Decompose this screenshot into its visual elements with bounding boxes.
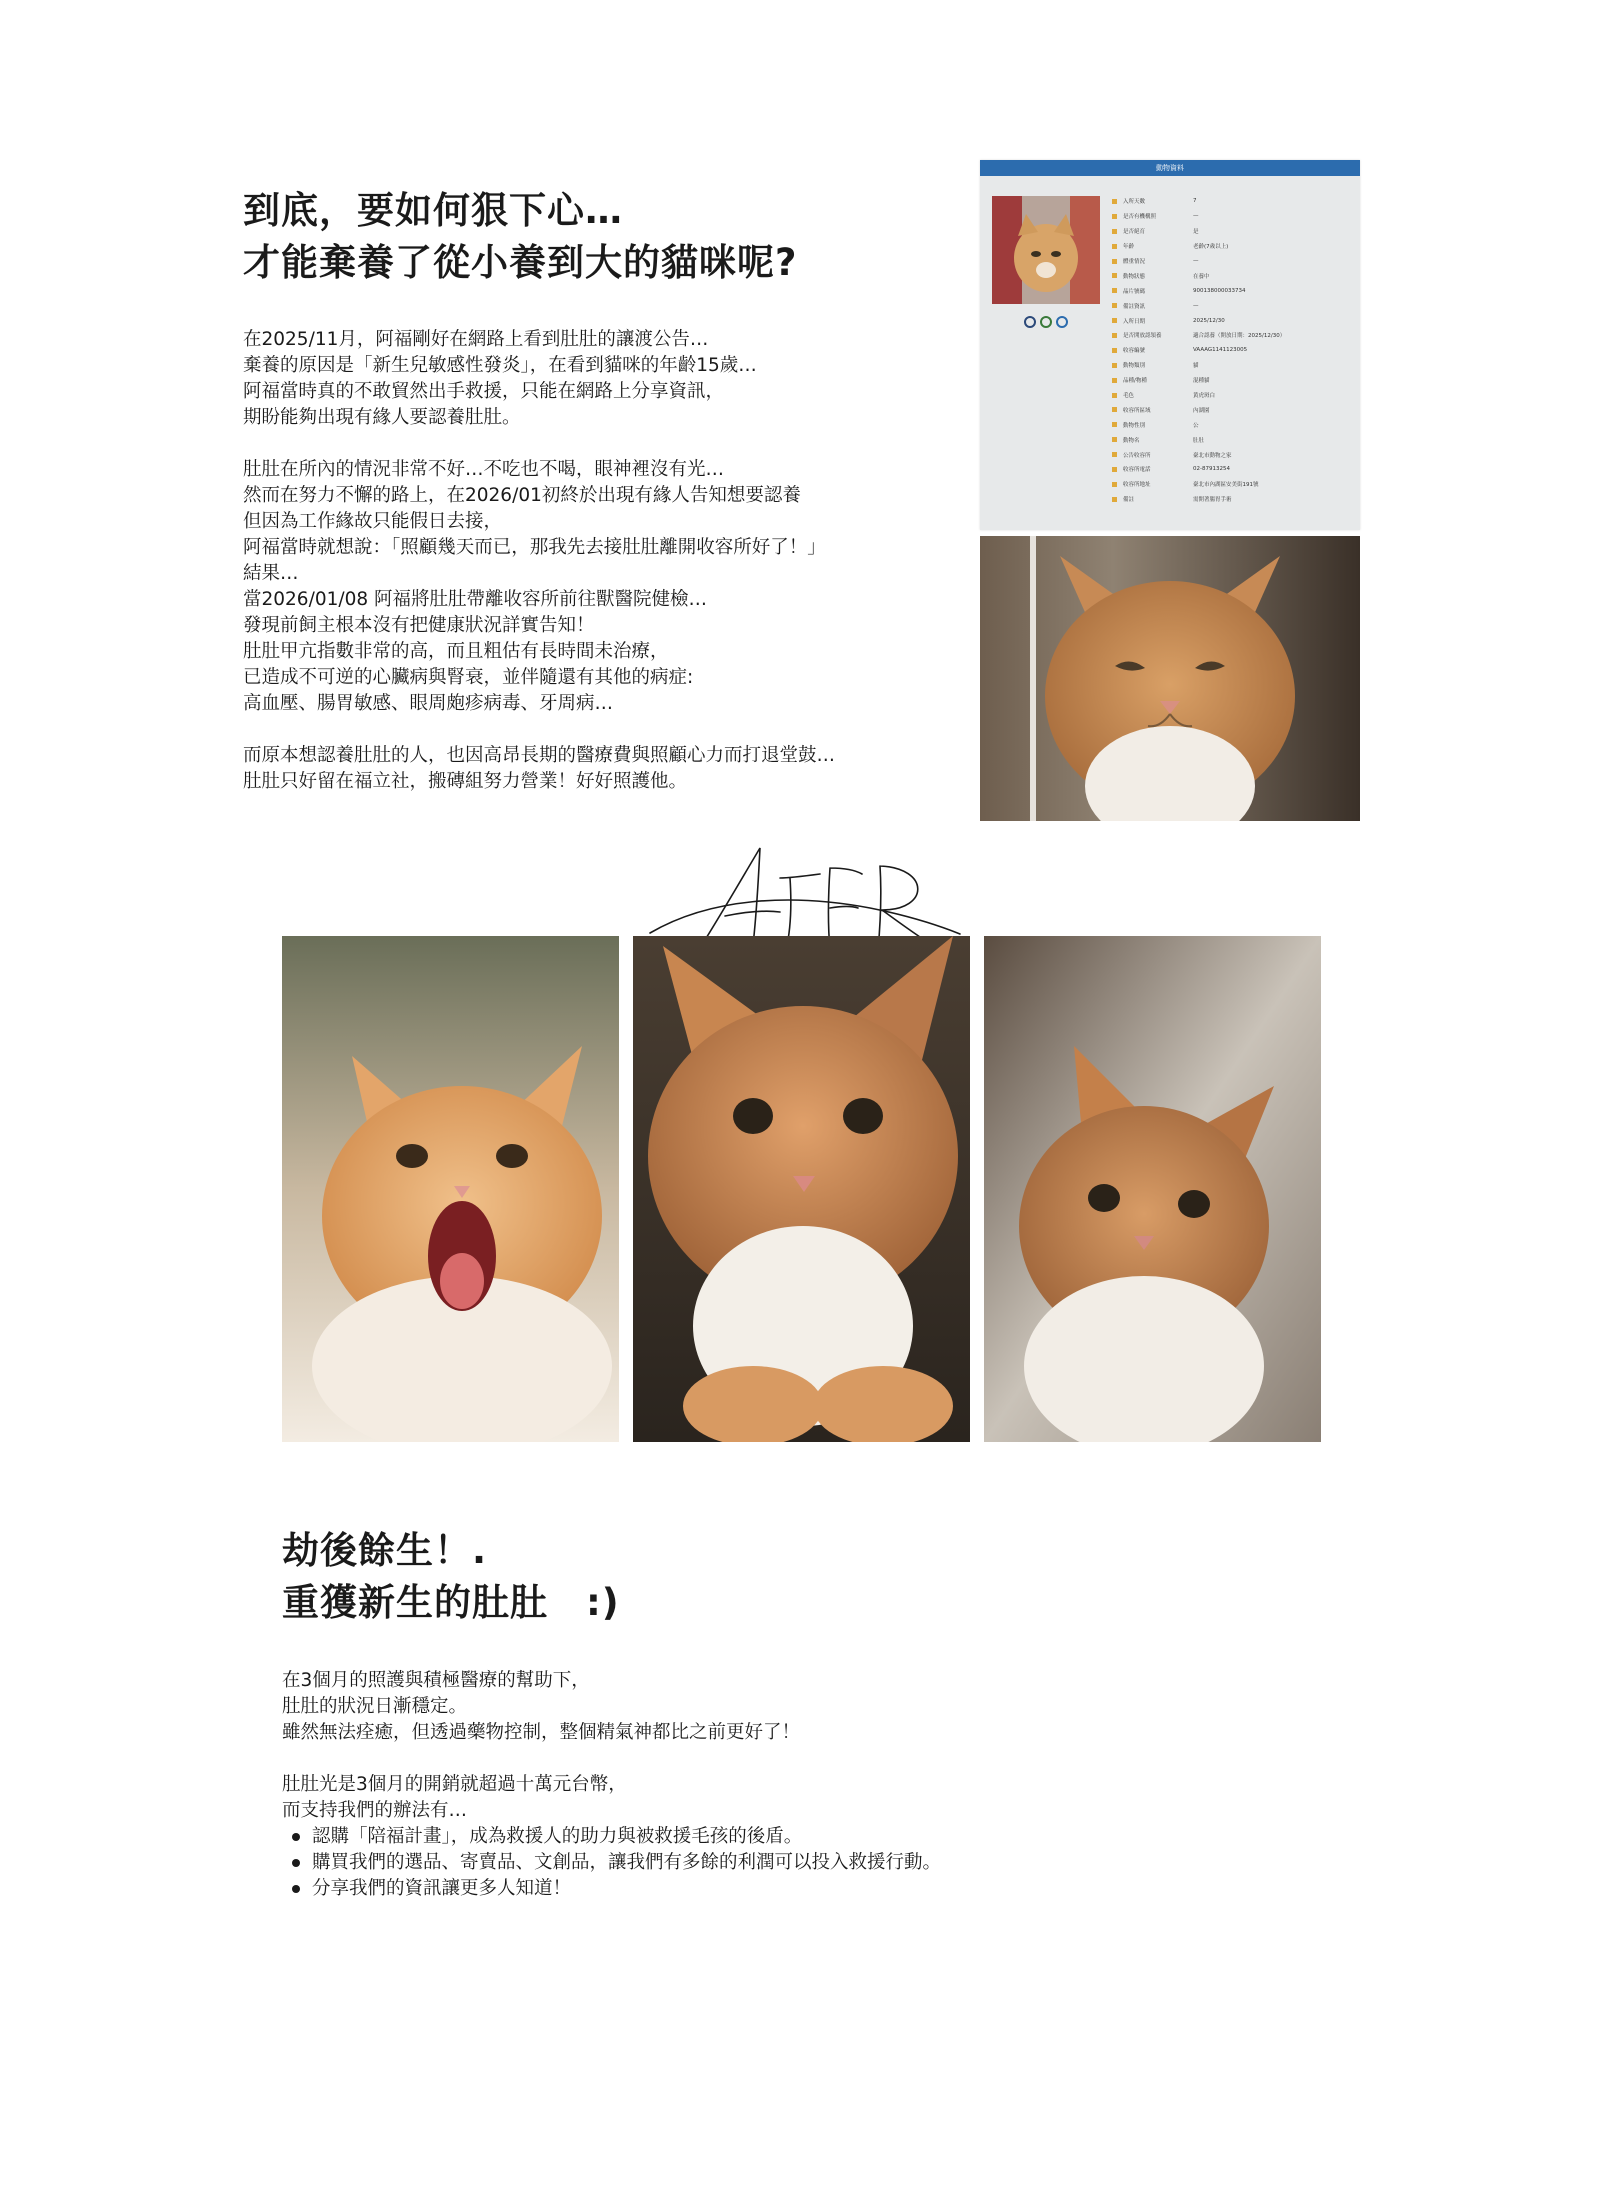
info-card-row-label: 備註	[1123, 497, 1135, 504]
row-marker-icon	[1112, 348, 1117, 353]
row-marker-icon	[1112, 318, 1117, 323]
list-item: 分享我們的資訊讓更多人知道！	[312, 1876, 1182, 1902]
cat-looking-up-photo	[633, 936, 970, 1442]
info-card-row	[1112, 254, 1352, 269]
info-card-row	[1112, 268, 1352, 283]
paragraph-line: 在2025/11月，阿福剛好在網路上看到肚肚的讓渡公告…	[243, 329, 709, 350]
paragraph-line: 肚肚光是3個月的開銷就超過十萬元台幣，	[282, 1774, 627, 1795]
paragraph-line: 而原本想認養肚肚的人，也因高昂長期的醫療費與照顧心力而打退堂鼓…	[243, 745, 836, 766]
info-card-row-value: 2025/12/30	[1193, 317, 1225, 324]
info-card-row	[1112, 388, 1352, 403]
section1-body	[243, 327, 973, 795]
info-card-row	[1112, 283, 1352, 298]
info-card-row-value: 肚肚	[1193, 437, 1205, 444]
info-card-row-label: 備註資訊	[1123, 303, 1146, 310]
info-card-row-value: 臺北市內湖區安美街191號	[1193, 482, 1259, 489]
info-card-row	[1112, 417, 1352, 432]
info-card-row	[1112, 239, 1352, 254]
info-card-row-label: 是否絕育	[1123, 229, 1146, 236]
info-card-row-value: 黃虎斑白	[1193, 393, 1216, 400]
row-marker-icon	[1112, 273, 1117, 278]
info-card-row	[1112, 209, 1352, 224]
paragraph-line: 當2026/01/08 阿福將肚肚帶離收容所前往獸醫院健檢…	[243, 589, 708, 610]
info-card-row	[1112, 477, 1352, 492]
row-marker-icon	[1112, 407, 1117, 412]
cat-tilted-head-photo	[984, 936, 1321, 1442]
info-card-row-label: 收容所地址	[1123, 482, 1151, 489]
info-card-row	[1112, 298, 1352, 313]
info-card-row-value: 在養中	[1193, 273, 1210, 280]
line-share-icon[interactable]	[1040, 316, 1052, 328]
paragraph-line: 在3個月的照護與積極醫療的幫助下，	[282, 1670, 590, 1691]
share-buttons	[1024, 316, 1084, 330]
row-marker-icon	[1112, 303, 1117, 308]
info-card-row-label: 品種/物種	[1123, 378, 1147, 385]
info-card-row-label: 動物狀態	[1123, 273, 1146, 280]
info-card-row	[1112, 432, 1352, 447]
row-marker-icon	[1112, 482, 1117, 487]
info-card-row-label: 收容所區域	[1123, 407, 1151, 414]
info-card-row-value: 貓	[1193, 363, 1199, 370]
info-card-row	[1112, 343, 1352, 358]
paragraph-line: 阿福當時真的不敢貿然出手救援，只能在網路上分享資訊，	[243, 381, 725, 402]
row-marker-icon	[1112, 363, 1117, 368]
info-card-row-label: 年齡	[1123, 244, 1135, 251]
row-marker-icon	[1112, 497, 1117, 502]
paragraph-line: 雖然無法痊癒，但透過藥物控制，整個精氣神都比之前更好了！	[282, 1722, 801, 1743]
info-card-row-label: 體重情況	[1123, 259, 1146, 265]
info-card-row	[1112, 402, 1352, 417]
info-card-row-value: 需開著腸胃手術	[1193, 497, 1232, 504]
messenger-share-icon[interactable]	[1056, 316, 1068, 328]
paragraph-line: 但因為工作緣故只能假日去接，	[243, 511, 503, 532]
row-marker-icon	[1112, 288, 1117, 293]
info-card-row-label: 毛色	[1123, 393, 1135, 400]
info-card-row	[1112, 447, 1352, 462]
row-marker-icon	[1112, 467, 1117, 472]
info-card-row-value: 內湖園	[1193, 407, 1210, 414]
paragraph-spacer	[282, 1746, 1182, 1772]
cat-thumbnail-photo	[992, 196, 1100, 304]
paragraph-line: 阿福當時就想說：「照顧幾天而已，那我先去接肚肚離開收容所好了！」	[243, 537, 826, 558]
info-card-row	[1112, 462, 1352, 477]
row-marker-icon	[1112, 214, 1117, 219]
section2-body	[282, 1668, 1182, 1902]
row-marker-icon	[1112, 333, 1117, 338]
paragraph-line: 然而在努力不懈的路上，在2026/01初終於出現有緣人告知想要認養	[243, 485, 801, 506]
info-card-row-value: 公	[1193, 422, 1199, 429]
info-card-row-value: —	[1193, 302, 1199, 309]
info-card-row-value: 混種貓	[1193, 378, 1210, 385]
paragraph-line: 期盼能夠出現有緣人要認養肚肚。	[243, 407, 521, 428]
paragraph-line: 已造成不可逆的心臟病與腎衰，並伴隨還有其他的病症:	[243, 667, 694, 688]
paragraph-line: 肚肚的狀況日漸穩定。	[282, 1696, 468, 1717]
info-card-row-label: 動物性別	[1123, 422, 1146, 429]
info-card-row	[1112, 328, 1352, 343]
paragraph-line: 結果…	[243, 563, 299, 584]
info-card-row-label: 公告收容所	[1123, 452, 1151, 459]
row-marker-icon	[1112, 244, 1117, 249]
info-card-row-label: 入所日期	[1123, 318, 1146, 325]
info-card-row-value: 臺北市動物之家	[1193, 452, 1232, 459]
info-card-rows	[1112, 194, 1352, 507]
info-card-row-label: 晶片號碼	[1123, 288, 1146, 295]
info-card-row-label: 是否有機構照	[1123, 214, 1157, 221]
info-card-row	[1112, 224, 1352, 239]
row-marker-icon	[1112, 229, 1117, 234]
list-item: 認購「陪福計畫」，成為救援人的助力與被救援毛孩的後盾。	[312, 1824, 1182, 1850]
adoption-info-card-screenshot	[980, 160, 1360, 530]
paragraph-line: 棄養的原因是「新生兒敏感性發炎」，在看到貓咪的年齡15歲…	[243, 355, 757, 376]
support-methods-list	[282, 1824, 1182, 1902]
info-card-row	[1112, 194, 1352, 209]
cat-closeup-photo	[980, 536, 1360, 821]
info-card-row-label: 入所天數	[1123, 199, 1146, 206]
info-card-row	[1112, 373, 1352, 388]
info-card-row	[1112, 492, 1352, 507]
info-card-row-label: 收容編號	[1123, 348, 1146, 355]
cat-yawning-photo	[282, 936, 619, 1442]
list-item: 購買我們的選品、寄賣品、文創品，讓我們有多餘的利潤可以投入救援行動。	[312, 1850, 1182, 1876]
info-card-row-value: 7	[1193, 198, 1197, 205]
paragraph-line: 高血壓、腸胃敏感、眼周皰疹病毒、牙周病…	[243, 693, 614, 714]
info-card-row-value: —	[1193, 258, 1199, 264]
info-card-row-value: 老齡(7歲以上)	[1193, 244, 1229, 251]
section2-title-line: 劫後餘生！.	[282, 1529, 488, 1572]
paragraph-line: 肚肚甲亢指數非常的高，而且粗估有長時間未治療，	[243, 641, 669, 662]
section2-title	[282, 1525, 982, 1629]
row-marker-icon	[1112, 437, 1117, 442]
info-card-row	[1112, 358, 1352, 373]
info-card-row-value: VAAAG1141123005	[1193, 347, 1248, 354]
info-card-row-value: —	[1193, 213, 1199, 220]
paragraph-line: 發現前飼主根本沒有把健康狀況詳實告知！	[243, 615, 595, 636]
info-card-row-value: 02-87913254	[1193, 466, 1230, 473]
row-marker-icon	[1112, 452, 1117, 457]
section1-title	[243, 185, 943, 289]
info-card-row	[1112, 313, 1352, 328]
row-marker-icon	[1112, 378, 1117, 383]
facebook-share-icon[interactable]	[1024, 316, 1036, 328]
info-card-row-value: 900138000033734	[1193, 287, 1246, 294]
info-card-row-label: 是否開放認領養	[1123, 333, 1162, 340]
row-marker-icon	[1112, 259, 1117, 264]
paragraph-line: 肚肚在所內的情況非常不好…不吃也不喝，眼神裡沒有光…	[243, 459, 725, 480]
info-card-header: 動物資料	[980, 160, 1360, 176]
paragraph-line: 而支持我們的辦法有…	[282, 1800, 468, 1821]
row-marker-icon	[1112, 199, 1117, 204]
section1-title-line: 才能棄養了從小養到大的貓咪呢?	[243, 241, 798, 284]
row-marker-icon	[1112, 393, 1117, 398]
section2-title-line: 重獲新生的肚肚 :)	[282, 1581, 620, 1624]
info-card-row-value: 是	[1193, 229, 1199, 236]
info-card-row-value: 適合認養（開放日期：2025/12/30）	[1193, 333, 1286, 340]
section1-title-line: 到底，要如何狠下心…	[243, 189, 623, 232]
paragraph-spacer	[243, 717, 973, 743]
info-card-row-label: 動物類別	[1123, 363, 1146, 370]
info-card-row-label: 動物名	[1123, 437, 1140, 444]
paragraph-line: 肚肚只好留在福立社，搬磚組努力營業！好好照護他。	[243, 771, 688, 792]
info-card-row-label: 收容所電話	[1123, 467, 1151, 474]
paragraph-spacer	[243, 431, 973, 457]
row-marker-icon	[1112, 422, 1117, 427]
